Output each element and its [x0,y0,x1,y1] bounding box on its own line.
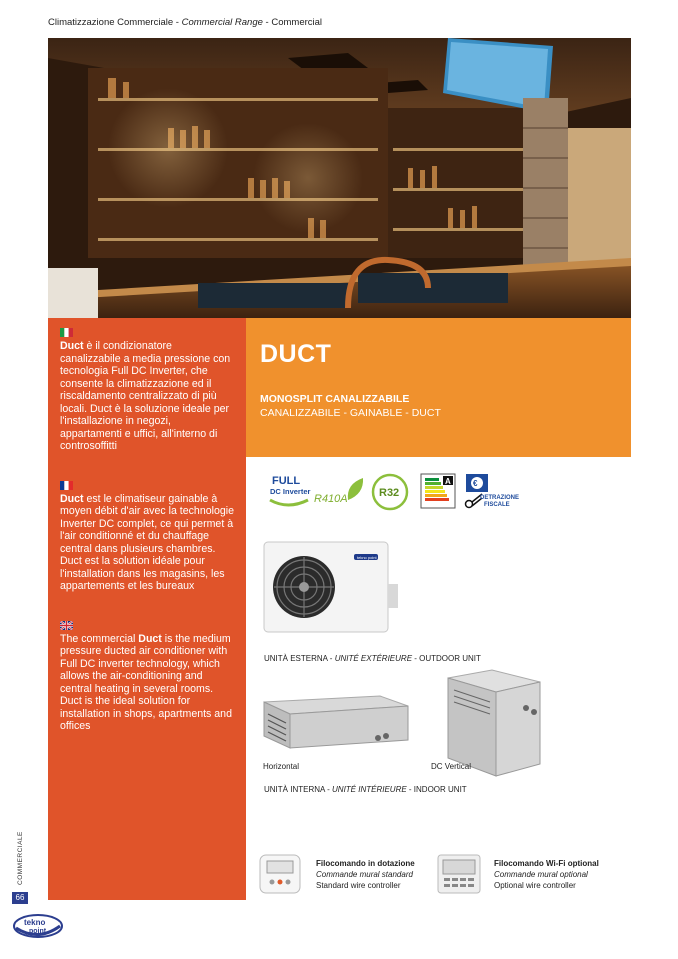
energy-label-badge [421,474,455,508]
hero-photo-bar-interior [48,38,631,318]
teknopoint-logo [12,912,64,940]
fiscale-label: FISCALE [484,502,510,508]
logo-text-1: tekno [24,918,46,927]
detrazione-fiscale-badge [466,474,520,508]
indoor-unit-caption: UNITÀ INTERNA - UNITÉ INTÉRIEURE - INDOOR UNIT [264,785,467,794]
scissors-icon [466,501,473,508]
italy-flag-icon [60,328,73,337]
r410a-label: R410A [314,493,348,505]
breadcrumb-part3: Commercial [271,17,323,28]
france-flag-icon [60,481,73,490]
outdoor-unit-caption: UNITÀ ESTERNA - UNITÉ EXTÉRIEURE - OUTDOOR UNIT [264,654,481,663]
standard-controller-caption: Filocomando in dotazione Commande mural standard Standard wire controller [316,859,415,890]
description-french [60,481,234,593]
product-title-panel [246,318,631,457]
logo-text-2: point [29,928,47,935]
description-prefix-en: The commercial [60,632,139,645]
description-text-it: è il condizionatore canalizzabile a media pressione con tecnologia Full DC Inverter, che consente la climatizzazione ed il riscaldamento centralizzato di più locali. Duct è la soluzione ideale per l'installazione in negozi, appartamenti e uffici, all'interno di controsoffitti [60,340,231,452]
section-side-label: COMMERCIALE [17,831,24,885]
breadcrumb-part2: Commercial Range [181,17,263,28]
standard-controller-image [258,853,302,895]
detrazione-label: DETRAZIONE [480,495,519,501]
wifi-controller-image [436,853,482,895]
product-title: DUCT [260,340,332,368]
page-number: 66 [12,892,28,904]
indoor-horizontal-label: Horizontal [263,762,300,771]
r410a-badge [314,478,363,505]
indoor-unit-horizontal-image [260,690,410,752]
product-subtitle-bold: MONOSPLIT CANALIZZABILE [260,393,410,405]
svg-text:€: € [473,479,478,488]
description-english [60,621,234,733]
breadcrumb-part1: Climatizzazione Commerciale [48,17,174,28]
description-italian [60,328,234,453]
full-label: FULL [272,475,301,487]
product-subtitle: CANALIZZABILE - GAINABLE - DUCT [260,407,441,419]
feature-badges [268,470,528,512]
description-text-fr: est le climatiseur gainable à moyen débit d'air avec la technologie Inverter DC complet, ce qui permet à l'air conditionné et du chauffage central dans plusieurs chambres. Duct est la solution idéale pour l'installation dans les magasins, les appartements et les bureaux [60,492,234,592]
dc-inverter-label: DC Inverter [270,487,311,496]
r32-label: R32 [379,487,400,499]
product-name-en: Duct [138,632,162,645]
product-name-it: Duct [60,340,84,352]
full-dc-inverter-badge [270,475,311,505]
uk-flag-icon [60,621,73,630]
wifi-controller-caption: Filocomando Wi-Fi optional Commande mural optional Optional wire controller [494,859,599,890]
r32-badge [373,475,407,509]
indoor-vertical-label: DC Vertical [431,762,472,771]
unit-brand-logo: tekno point [357,555,377,560]
outdoor-unit-image [262,540,400,636]
description-text-en: is the medium pressure ducted air conditioner with Full DC inverter technology, which allows the air-conditioning and central heating in several rooms. Duct is the ideal solution for installation in shops, apartments and offices [60,632,232,732]
description-panel [48,318,246,900]
leaf-icon [348,478,363,500]
breadcrumb: Climatizzazione Commerciale - Commercial Range - Commercial [48,17,323,28]
energy-class-letter: A [445,477,451,486]
product-name-fr: Duct [60,492,84,505]
